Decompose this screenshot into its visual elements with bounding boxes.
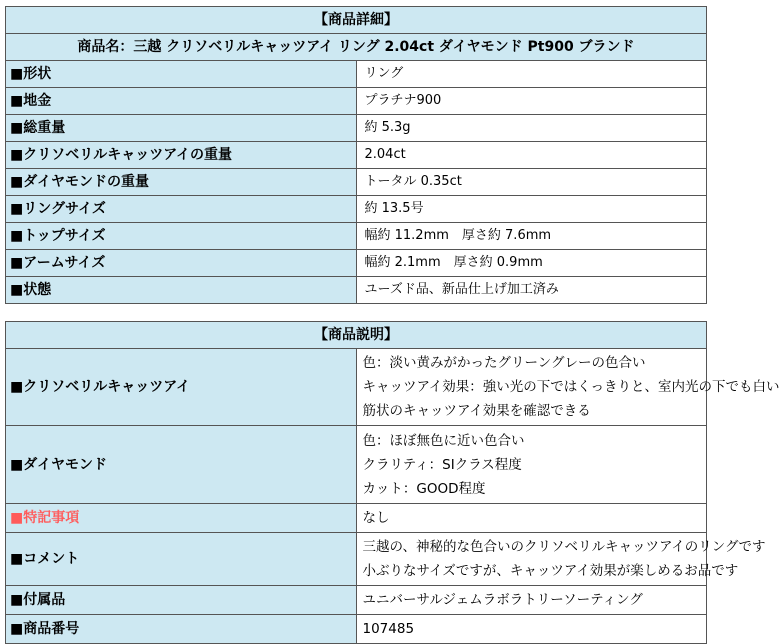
desc-label: ■付属品 — [6, 586, 357, 615]
product-details-table — [5, 6, 707, 304]
spec-row-metal — [6, 88, 707, 115]
desc-label: ■クリソベリルキャッツアイ — [6, 349, 357, 426]
spec-value: トータル 0.35ct — [356, 169, 707, 196]
spec-label: ■形状 — [6, 61, 357, 88]
spec-value: 幅約 11.2mm 厚さ約 7.6mm — [356, 223, 707, 250]
spec-label: ■アームサイズ — [6, 250, 357, 277]
desc-line: 小ぶりなサイズですが、キャッツアイ効果が楽しめるお品です — [362, 563, 739, 579]
desc-line: クラリティ：SIクラス程度 — [362, 456, 522, 473]
desc-line: 三越の、神秘的な色合いのクリソベリルキャッツアイのリングです — [362, 539, 766, 555]
spec-row-diamond-weight — [6, 169, 707, 196]
spec-row-total-weight — [6, 115, 707, 142]
desc-value — [356, 426, 707, 504]
description-header: 【商品説明】 — [6, 322, 707, 349]
spec-row-ring-size — [6, 196, 707, 223]
desc-row-cats-eye — [6, 349, 707, 426]
spec-label: ■ダイヤモンドの重量 — [6, 169, 357, 196]
spec-row-arm-size — [6, 250, 707, 277]
spec-label: ■総重量 — [6, 115, 357, 142]
spec-value: ユーズド品、新品仕上げ加工済み — [356, 277, 707, 304]
desc-row-accessories — [6, 586, 707, 615]
desc-line: カット：GOOD程度 — [362, 480, 486, 497]
spec-value: プラチナ900 — [356, 88, 707, 115]
desc-value — [356, 349, 780, 426]
spec-label: ■リングサイズ — [6, 196, 357, 223]
desc-line: 色：ほぼ無色に近い色合い — [362, 432, 525, 449]
spec-label: ■地金 — [6, 88, 357, 115]
desc-line: ユニバーサルジェムラボラトリーソーティング — [362, 592, 643, 608]
desc-row-item-number — [6, 615, 707, 644]
desc-value — [356, 615, 707, 644]
desc-value — [356, 586, 707, 615]
desc-row-notes — [6, 504, 707, 533]
spec-value: 幅約 2.1mm 厚さ約 0.9mm — [356, 250, 707, 277]
spec-row-shape — [6, 61, 707, 88]
spec-label: ■状態 — [6, 277, 357, 304]
desc-label: ■コメント — [6, 533, 357, 586]
desc-line: 色：淡い黄みがかったグリーングレーの色合い — [362, 355, 646, 371]
desc-value — [356, 533, 766, 586]
desc-label-notice: ■特記事項 — [6, 504, 357, 533]
spec-row-condition — [6, 277, 707, 304]
desc-row-diamond — [6, 426, 707, 504]
spec-label: ■クリソベリルキャッツアイの重量 — [6, 142, 357, 169]
desc-label: ■ダイヤモンド — [6, 426, 357, 504]
spec-row-stone-weight — [6, 142, 707, 169]
desc-line: 筋状のキャッツアイ効果を確認できる — [362, 403, 591, 419]
desc-line: なし — [362, 510, 390, 526]
product-name: 商品名：三越 クリソベリルキャッツアイ リング 2.04ct ダイヤモンド Pt900 ブランド — [6, 34, 707, 61]
details-header: 【商品詳細】 — [6, 7, 707, 34]
desc-value — [356, 504, 707, 533]
desc-line: 107485 — [362, 621, 415, 637]
spec-value: 約 13.5号 — [356, 196, 707, 223]
product-description-table — [5, 321, 780, 644]
spec-label: ■トップサイズ — [6, 223, 357, 250]
desc-label: ■商品番号 — [6, 615, 357, 644]
desc-row-comment — [6, 533, 707, 586]
spec-value: 約 5.3g — [356, 115, 707, 142]
spec-row-top-size — [6, 223, 707, 250]
spec-value: 2.04ct — [356, 142, 707, 169]
desc-line: キャッツアイ効果：強い光の下ではくっきりと、室内光の下でも白い — [362, 379, 780, 395]
spec-value: リング — [356, 61, 707, 88]
